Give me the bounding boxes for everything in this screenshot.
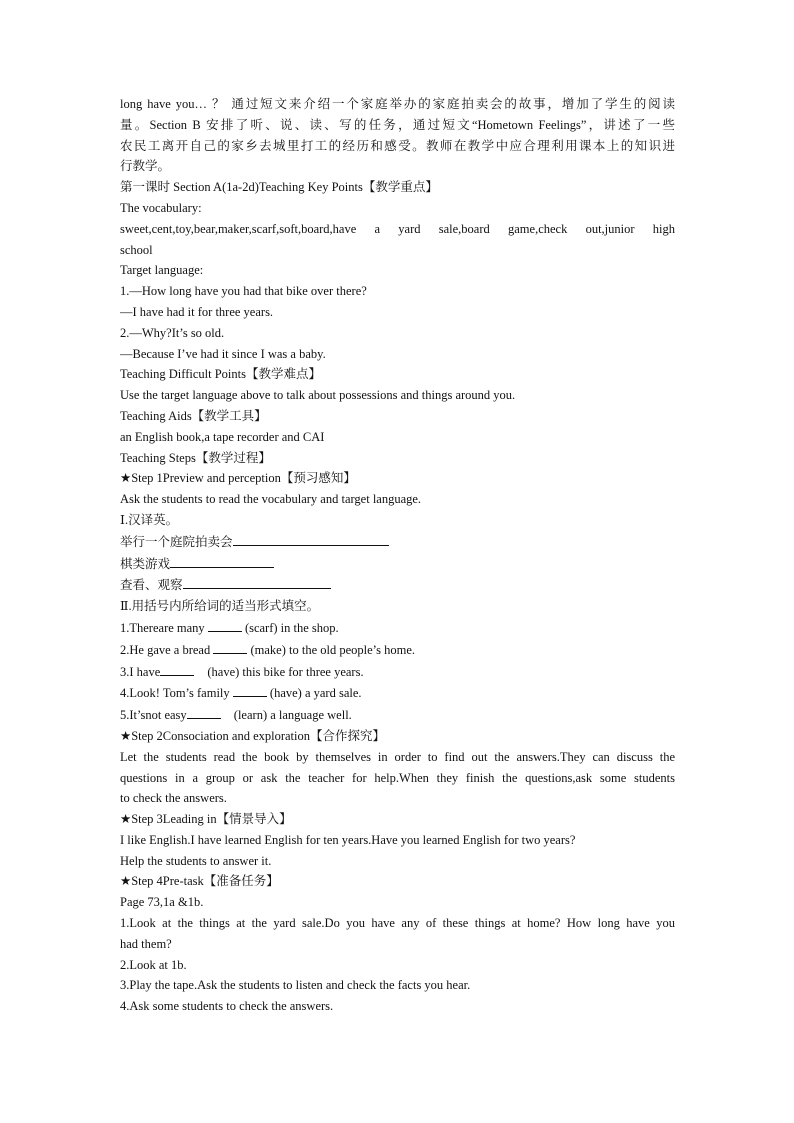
difficult-points-heading: Teaching Difficult Points【教学难点】 [120,367,321,382]
target-language-label: Target language: [120,263,204,278]
answer-blank[interactable] [187,704,221,719]
vocabulary-list: sweet,cent,toy,bear,maker,scarf,soft,board,have a yard sale,board game,check out,junior high [120,221,675,236]
step-2-text-1: Let the students read the book by themselves in order to find out the answers.They can discuss the [120,749,675,764]
step-4-page-ref: Page 73,1a &1b. [120,895,204,910]
difficult-points-text: Use the target language above to talk about possessions and things around you. [120,388,516,403]
answer-blank[interactable] [183,574,331,589]
exercise-2-item-4 [120,682,675,704]
exercise-2-item-2-before: 2.He gave a bread [120,642,214,657]
answer-blank[interactable] [233,531,389,546]
dialogue-line-4: —Because I’ve had it since I was a baby. [120,346,326,361]
exercise-2-item-1-before: 1.Thereare many [120,620,208,635]
step-4-item-2: 2.Look at 1b. [120,957,187,972]
step-4-item-1: 1.Look at the things at the yard sale.Do you have any of these things at home? How long have you [120,916,675,931]
step-4-heading: ★Step 4Pre-task【准备任务】 [120,874,279,889]
exercise-2-item-4-after: (have) a yard sale. [266,686,362,701]
step-3-heading: ★Step 3Leading in【情景导入】 [120,812,292,827]
teaching-steps-heading: Teaching Steps【教学过程】 [120,450,271,465]
step-3-text-1: I like English.I have learned English for ten years.Have you learned English for two years? [120,832,576,847]
exercise-1-item-2 [120,553,675,575]
exercise-1-item-3-text: 查看、观察 [120,578,183,593]
exercise-2-item-1-after: (scarf) in the shop. [241,620,339,635]
step-2-text-3: to check the answers. [120,791,227,806]
exercise-2-item-5-before: 5.It’snot easy [120,708,187,723]
answer-blank[interactable] [208,617,242,632]
vocabulary-list-cont: school [120,242,153,257]
teaching-aids-heading: Teaching Aids【教学工具】 [120,408,267,423]
exercise-2-item-4-before: 4.Look! Tom’s family [120,686,233,701]
intro-line-1: long have you… ？ 通过短文来介绍一个家庭举办的家庭拍卖会的故事，增加了学生的阅读 [120,97,675,111]
answer-blank[interactable] [213,639,247,654]
answer-blank[interactable] [170,553,274,568]
dialogue-line-2: —I have had it for three years. [120,304,274,319]
step-4-item-1-cont: had them? [120,936,172,951]
teaching-aids-text: an English book,a tape recorder and CAI [120,429,325,444]
intro-line-2: 量。Section B 安排了听、说、读、写的任务，通过短文“Hometown Feelings”，讲述了一些 [120,117,675,132]
step-1-text: Ask the students to read the vocabulary and target language. [120,492,422,507]
answer-blank[interactable] [160,661,194,676]
lesson-heading: 第一课时 Section A(1a-2d)Teaching Key Points【教学重点】 [120,180,438,195]
step-2-text-2: questions in a group or ask the teacher for help.When they finish the questions,ask some students [120,770,675,785]
answer-blank[interactable] [233,682,267,697]
step-4-item-4: 4.Ask some students to check the answers. [120,999,334,1014]
intro-line-3: 农民工离开自己的家乡去城里打工的经历和感受。教师在教学中应合理利用课本上的知识进 [120,138,675,153]
exercise-2-item-3-after: (have) this bike for three years. [204,664,364,679]
exercise-2-item-5 [120,704,675,726]
dialogue-line-1: 1.—How long have you had that bike over there? [120,284,367,299]
dialogue-line-3: 2.—Why?It’s so old. [120,325,225,340]
exercise-1-item-1 [120,531,675,553]
step-1-heading: ★Step 1Preview and perception【预习感知】 [120,471,356,486]
document-body [120,94,675,1017]
exercise-2-item-3 [120,661,675,683]
exercise-1-title: Ⅰ.汉译英。 [120,512,179,527]
exercise-1-item-3 [120,574,675,596]
step-4-item-3: 3.Play the tape.Ask the students to listen and check the facts you hear. [120,978,471,993]
exercise-2-item-2-after: (make) to the old people’s home. [247,642,416,657]
step-2-heading: ★Step 2Consociation and exploration【合作探究】 [120,728,385,743]
exercise-2-title: Ⅱ.用括号内所给词的适当形式填空。 [120,599,320,614]
intro-line-4: 行教学。 [120,159,171,174]
exercise-1-item-1-text: 举行一个庭院拍卖会 [120,534,233,549]
exercise-2-item-2 [120,639,675,661]
exercise-1-item-2-text: 棋类游戏 [120,556,171,571]
vocabulary-label: The vocabulary: [120,200,202,215]
exercise-2-item-3-before: 3.I have [120,664,161,679]
exercise-2-item-5-after: (learn) a language well. [230,708,352,723]
step-3-text-2: Help the students to answer it. [120,853,272,868]
exercise-2-item-1 [120,617,675,639]
